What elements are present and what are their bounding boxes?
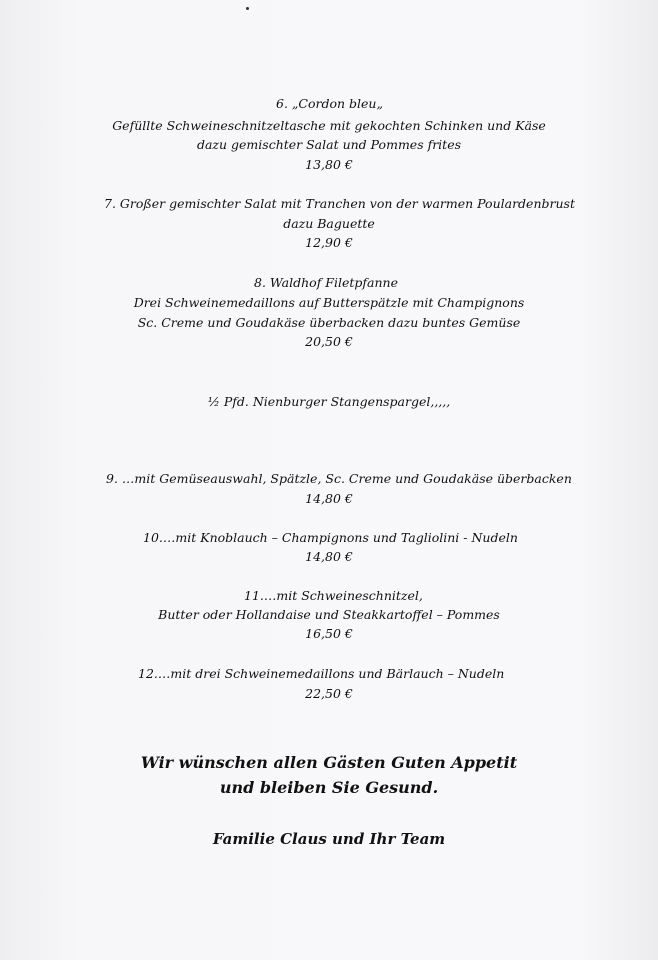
menu-item-7-price: 12,90 € xyxy=(305,235,353,250)
menu-item-9-price: 14,80 € xyxy=(305,491,353,506)
menu-item-number: 8. xyxy=(254,275,266,290)
menu-item-number: 6. xyxy=(276,96,288,111)
menu-item-number: 11. xyxy=(244,588,264,603)
menu-item-6-desc-2: dazu gemischter Salat und Pommes frites xyxy=(196,137,462,152)
menu-item-12-price: 22,50 € xyxy=(305,686,353,701)
menu-item-title: Großer gemischter Salat mit Tranchen von der warmen Poulardenbrust xyxy=(119,196,575,211)
closing-line-1: Wir wünschen allen Gästen Guten Appetit xyxy=(140,753,518,772)
menu-item-10-price: 14,80 € xyxy=(305,549,353,564)
menu-item-title: Waldhof Filetpfanne xyxy=(269,275,398,290)
menu-item-8-desc-1: Drei Schweinemedaillons auf Butterspätzle mit Champignons xyxy=(133,295,525,310)
menu-item-8-title xyxy=(254,275,398,291)
menu-item-text: …mit Knoblauch – Champignons und Tagliolini - Nudeln xyxy=(162,530,518,545)
menu-item-number: 10. xyxy=(143,530,163,545)
menu-item-11-desc: Butter oder Hollandaise und Steakkartoffel – Pommes xyxy=(158,607,500,622)
menu-item-7-title xyxy=(104,196,575,212)
menu-item-6-price: 13,80 € xyxy=(305,157,353,172)
menu-item-11-price: 16,50 € xyxy=(305,626,353,641)
menu-item-title: „Cordon bleu„ xyxy=(291,96,383,111)
ink-dot xyxy=(246,7,249,10)
menu-item-text: …mit Gemüseauswahl, Spätzle, Sc. Creme und Goudakäse überbacken xyxy=(121,471,572,486)
asparagus-section-header: ½ Pfd. Nienburger Stangenspargel,,,,, xyxy=(207,394,451,409)
menu-item-9-title xyxy=(106,471,572,487)
menu-item-8-desc-2: Sc. Creme und Goudakäse überbacken dazu buntes Gemüse xyxy=(137,315,521,330)
menu-item-number: 9. xyxy=(106,471,118,486)
menu-item-6-title xyxy=(276,96,383,112)
closing-line-2: und bleiben Sie Gesund. xyxy=(219,778,439,797)
signature: Familie Claus und Ihr Team xyxy=(212,830,446,848)
menu-item-8-price: 20,50 € xyxy=(305,334,353,349)
menu-item-7-desc-1: dazu Baguette xyxy=(283,216,375,231)
menu-item-11-title xyxy=(244,588,423,604)
menu-item-number: 12. xyxy=(138,666,158,681)
menu-item-6-desc-1: Gefüllte Schweineschnitzeltasche mit gekochten Schinken und Käse xyxy=(112,118,546,133)
menu-item-number: 7. xyxy=(104,196,116,211)
menu-item-text: …mit drei Schweinemedaillons und Bärlauch – Nudeln xyxy=(157,666,505,681)
menu-item-12-title xyxy=(138,666,504,682)
menu-item-text: …mit Schweineschnitzel, xyxy=(263,588,423,603)
menu-item-10-title xyxy=(143,530,518,546)
